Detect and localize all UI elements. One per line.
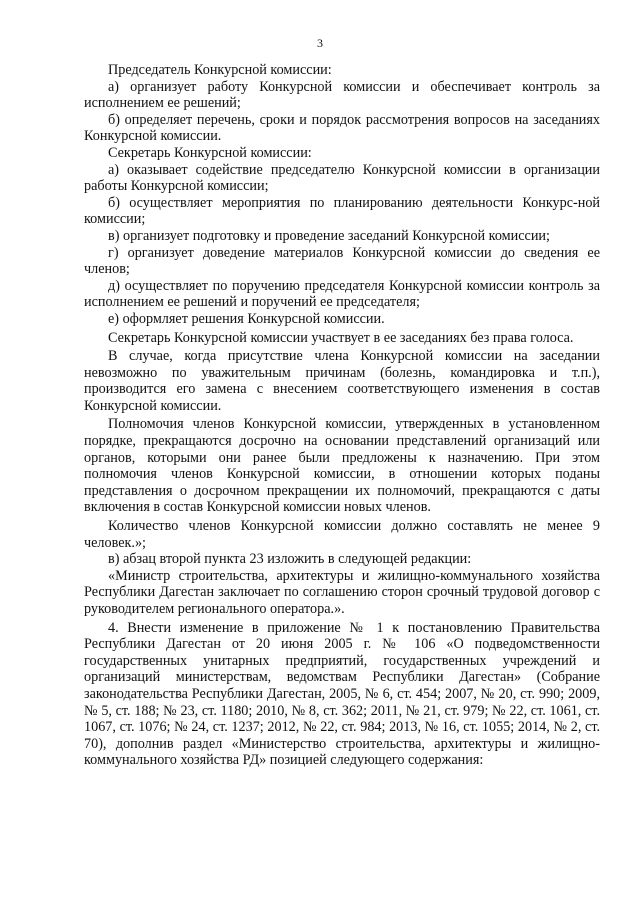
paragraph: Председатель Конкурсной комиссии: xyxy=(108,62,332,78)
document-body xyxy=(84,62,600,769)
paragraph: в) организует подготовку и проведение заседаний Конкурсной комиссии; xyxy=(108,227,550,244)
paragraph: а) оказывает содействие председателю Конкурсной комиссии в организации работы Конкурсной комиссии; xyxy=(84,161,600,195)
paragraph: «Министр строительства, архитектуры и жилищно-коммунального хозяйства Республики Дагестан заключает по соглашению сторон срочный трудовой договор с руководителем регионального оператора.». xyxy=(84,567,600,617)
paragraph: Полномочия членов Конкурсной комиссии, утвержденных в установленном порядке, прекращаются досрочно на основании представлений организаций или органов, которыми они ранее были предложены к назначению. При этом полномочия членов Конкурсной комиссии, в отношении которых поданы представления о досрочном прекращении их полномочий, прекращаются с даты включения в состав Конкурсной комиссии новых членов. xyxy=(84,416,600,516)
paragraph: г) организует доведение материалов Конкурсной комиссии до сведения ее членов; xyxy=(84,244,600,278)
paragraph: б) осуществляет мероприятия по планированию деятельности Конкурс-ной комиссии; xyxy=(84,194,600,228)
paragraph: б) определяет перечень, сроки и порядок рассмотрения вопросов на заседаниях Конкурсной комиссии. xyxy=(84,111,600,145)
paragraph: д) осуществляет по поручению председателя Конкурсной комиссии контроль за исполнением ее решений и поручений ее председателя; xyxy=(84,277,600,311)
page-number: 3 xyxy=(317,36,323,50)
paragraph: Секретарь Конкурсной комиссии участвует в ее заседаниях без права голоса. xyxy=(108,329,574,346)
paragraph: а) организует работу Конкурсной комиссии и обеспечивает контроль за исполнением ее решений; xyxy=(84,78,600,112)
paragraph: В случае, когда присутствие члена Конкурсной комиссии на заседании невозможно по уважительным причинам (болезнь, командировка и т.п.), производится его замена с внесением соответствующего изменения в состав Конкурсной комиссии. xyxy=(84,348,600,414)
paragraph: в) абзац второй пункта 23 изложить в следующей редакции: xyxy=(108,551,472,568)
paragraph: 4. Внести изменение в приложение № 1 к постановлению Правительства Республики Дагестан от 20 июня 2005 г. № 106 «О подведомственности государственных унитарных предприятий, государственных учреждений и организаций министерствам, ведомствам Республики Дагестан» (Собрание законодательства Республики Дагестан, 2005, № 6, ст. 454; 2007, № 20, ст. 990; 2009, № 5, ст. 188; № 23, ст. 1180; 2010, № 8, ст. 362; 2011, № 21, ст. 979; № 22, ст. 1061, ст. 1067, ст. 1076; № 24, ст. 1237; 2012, № 22, ст. 984; 2013, № 16, ст. 1055; 2014, № 2, ст. 70), дополнив раздел «Министерство строительства, архитектуры и жилищно-коммунального хозяйства РД» позицией следующего содержания: xyxy=(84,619,600,769)
paragraph: Количество членов Конкурсной комиссии должно составлять не менее 9 человек.»; xyxy=(84,518,600,551)
paragraph: Секретарь Конкурсной комиссии: xyxy=(108,144,312,161)
paragraph: е) оформляет решения Конкурсной комиссии. xyxy=(108,310,385,327)
